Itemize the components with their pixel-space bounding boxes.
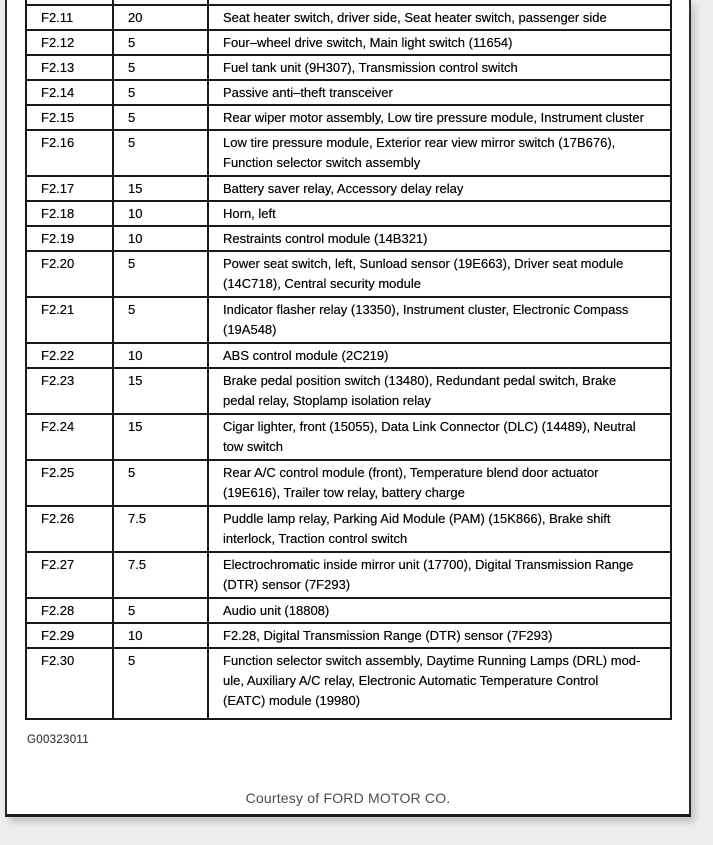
fuse-id-cell: F2.11 xyxy=(26,5,113,30)
amperage-cell: 15 xyxy=(113,414,208,460)
description-line: Low tire pressure module, Exterior rear view mirror switch (17B676), xyxy=(223,135,616,150)
table-row xyxy=(26,343,671,368)
table-row xyxy=(26,251,671,297)
description-line: Brake pedal position switch (13480), Redundant pedal switch, Brake xyxy=(223,373,617,388)
amperage-cell: 7.5 xyxy=(113,506,208,552)
table-row xyxy=(26,30,671,55)
description-cell xyxy=(208,623,671,648)
amperage-cell: 10 xyxy=(113,623,208,648)
table-row xyxy=(26,414,671,460)
description-cell xyxy=(208,5,671,30)
description-line: Indicator flasher relay (13350), Instrument cluster, Electronic Compass xyxy=(223,302,629,317)
description-line: Puddle lamp relay, Parking Aid Module (PAM) (15K866), Brake shift xyxy=(223,511,611,526)
table-row xyxy=(26,80,671,105)
description-line: Four–wheel drive switch, Main light switch (11654) xyxy=(223,35,513,50)
amperage-cell: 5 xyxy=(113,598,208,623)
description-line: ABS control module (2C219) xyxy=(223,348,389,363)
document-page xyxy=(5,0,691,817)
description-cell xyxy=(208,343,671,368)
fuse-id-cell: F2.19 xyxy=(26,226,113,251)
description-line: Rear wiper motor assembly, Low tire pressure module, Instrument cluster xyxy=(223,110,644,125)
table-row xyxy=(26,297,671,343)
description-line: Electrochromatic inside mirror unit (17700), Digital Transmission Range xyxy=(223,557,634,572)
amperage-cell: 7.5 xyxy=(113,552,208,598)
description-line: pedal relay, Stoplamp isolation relay xyxy=(223,393,431,408)
amperage-cell: 5 xyxy=(113,130,208,176)
amperage-cell: 10 xyxy=(113,201,208,226)
amperage-cell: 15 xyxy=(113,368,208,414)
description-line: F2.28, Digital Transmission Range (DTR) sensor (7F293) xyxy=(223,628,553,643)
fuse-id-cell: F2.28 xyxy=(26,598,113,623)
amperage-cell: 10 xyxy=(113,343,208,368)
fuse-table xyxy=(25,0,672,720)
description-line: (14C718), Central security module xyxy=(223,276,421,291)
fuse-id-cell: F2.20 xyxy=(26,251,113,297)
table-row xyxy=(26,176,671,201)
fuse-id-cell: F2.29 xyxy=(26,623,113,648)
fuse-id-cell: F2.17 xyxy=(26,176,113,201)
description-line: Battery saver relay, Accessory delay relay xyxy=(223,181,464,196)
fuse-id-cell: F2.25 xyxy=(26,460,113,506)
fuse-id-cell: F2.18 xyxy=(26,201,113,226)
description-line: Seat heater switch, driver side, Seat heater switch, passenger side xyxy=(223,10,607,25)
description-cell xyxy=(208,55,671,80)
description-line: (19E616), Trailer tow relay, battery charge xyxy=(223,485,465,500)
description-cell xyxy=(208,598,671,623)
fuse-id-cell: F2.27 xyxy=(26,552,113,598)
description-line: (DTR) sensor (7F293) xyxy=(223,577,351,592)
description-cell xyxy=(208,506,671,552)
fuse-id-cell: F2.16 xyxy=(26,130,113,176)
description-line: Function selector switch assembly xyxy=(223,155,421,170)
fuse-id-cell: F2.22 xyxy=(26,343,113,368)
description-cell xyxy=(208,414,671,460)
fuse-id-cell: F2.21 xyxy=(26,297,113,343)
table-row xyxy=(26,5,671,30)
description-cell xyxy=(208,251,671,297)
description-line: Function selector switch assembly, Daytime Running Lamps (DRL) mod- xyxy=(223,653,641,668)
description-cell xyxy=(208,552,671,598)
description-cell xyxy=(208,105,671,130)
table-row xyxy=(26,201,671,226)
description-line: Passive anti–theft transceiver xyxy=(223,85,393,100)
description-line: Fuel tank unit (9H307), Transmission control switch xyxy=(223,60,518,75)
amperage-cell: 5 xyxy=(113,30,208,55)
description-line: Audio unit (18808) xyxy=(223,603,330,618)
table-row xyxy=(26,368,671,414)
description-line: ule, Auxiliary A/C relay, Electronic Automatic Temperature Control xyxy=(223,673,599,688)
description-cell xyxy=(208,176,671,201)
description-line: (19A548) xyxy=(223,322,277,337)
fuse-id-cell: F2.24 xyxy=(26,414,113,460)
description-cell xyxy=(208,297,671,343)
fuse-id-cell: F2.30 xyxy=(26,648,113,719)
amperage-cell: 5 xyxy=(113,648,208,719)
fuse-table-body xyxy=(26,0,671,719)
description-cell xyxy=(208,30,671,55)
amperage-cell: 5 xyxy=(113,297,208,343)
fuse-table-container xyxy=(25,0,672,720)
description-line: Restraints control module (14B321) xyxy=(223,231,428,246)
table-row xyxy=(26,506,671,552)
table-row xyxy=(26,648,671,719)
amperage-cell: 10 xyxy=(113,226,208,251)
table-row xyxy=(26,552,671,598)
table-row xyxy=(26,130,671,176)
description-cell xyxy=(208,80,671,105)
description-cell xyxy=(208,130,671,176)
description-line: interlock, Traction control switch xyxy=(223,531,408,546)
table-row xyxy=(26,55,671,80)
description-line: tow switch xyxy=(223,439,283,454)
table-row xyxy=(26,105,671,130)
amperage-cell: 5 xyxy=(113,80,208,105)
table-row xyxy=(26,598,671,623)
fuse-id-cell: F2.13 xyxy=(26,55,113,80)
amperage-cell: 5 xyxy=(113,460,208,506)
amperage-cell: 20 xyxy=(113,5,208,30)
amperage-cell: 15 xyxy=(113,176,208,201)
table-row xyxy=(26,460,671,506)
fuse-id-cell: F2.23 xyxy=(26,368,113,414)
amperage-cell: 5 xyxy=(113,55,208,80)
description-cell xyxy=(208,648,671,719)
description-cell xyxy=(208,226,671,251)
description-line: Rear A/C control module (front), Temperature blend door actuator xyxy=(223,465,599,480)
description-line: Power seat switch, left, Sunload sensor (19E663), Driver seat module xyxy=(223,256,624,271)
fuse-id-cell: F2.15 xyxy=(26,105,113,130)
figure-code: G00323011 xyxy=(27,734,89,746)
table-row xyxy=(26,226,671,251)
amperage-cell: 5 xyxy=(113,251,208,297)
fuse-id-cell: F2.14 xyxy=(26,80,113,105)
description-cell xyxy=(208,368,671,414)
description-line: (EATC) module (19980) xyxy=(223,693,361,708)
description-cell xyxy=(208,460,671,506)
courtesy-note: Courtesy of FORD MOTOR CO. xyxy=(245,790,451,806)
table-row xyxy=(26,623,671,648)
amperage-cell: 5 xyxy=(113,105,208,130)
fuse-id-cell: F2.12 xyxy=(26,30,113,55)
description-line: Cigar lighter, front (15055), Data Link Connector (DLC) (14489), Neutral xyxy=(223,419,636,434)
fuse-id-cell: F2.26 xyxy=(26,506,113,552)
description-cell xyxy=(208,201,671,226)
description-line: Horn, left xyxy=(223,206,276,221)
